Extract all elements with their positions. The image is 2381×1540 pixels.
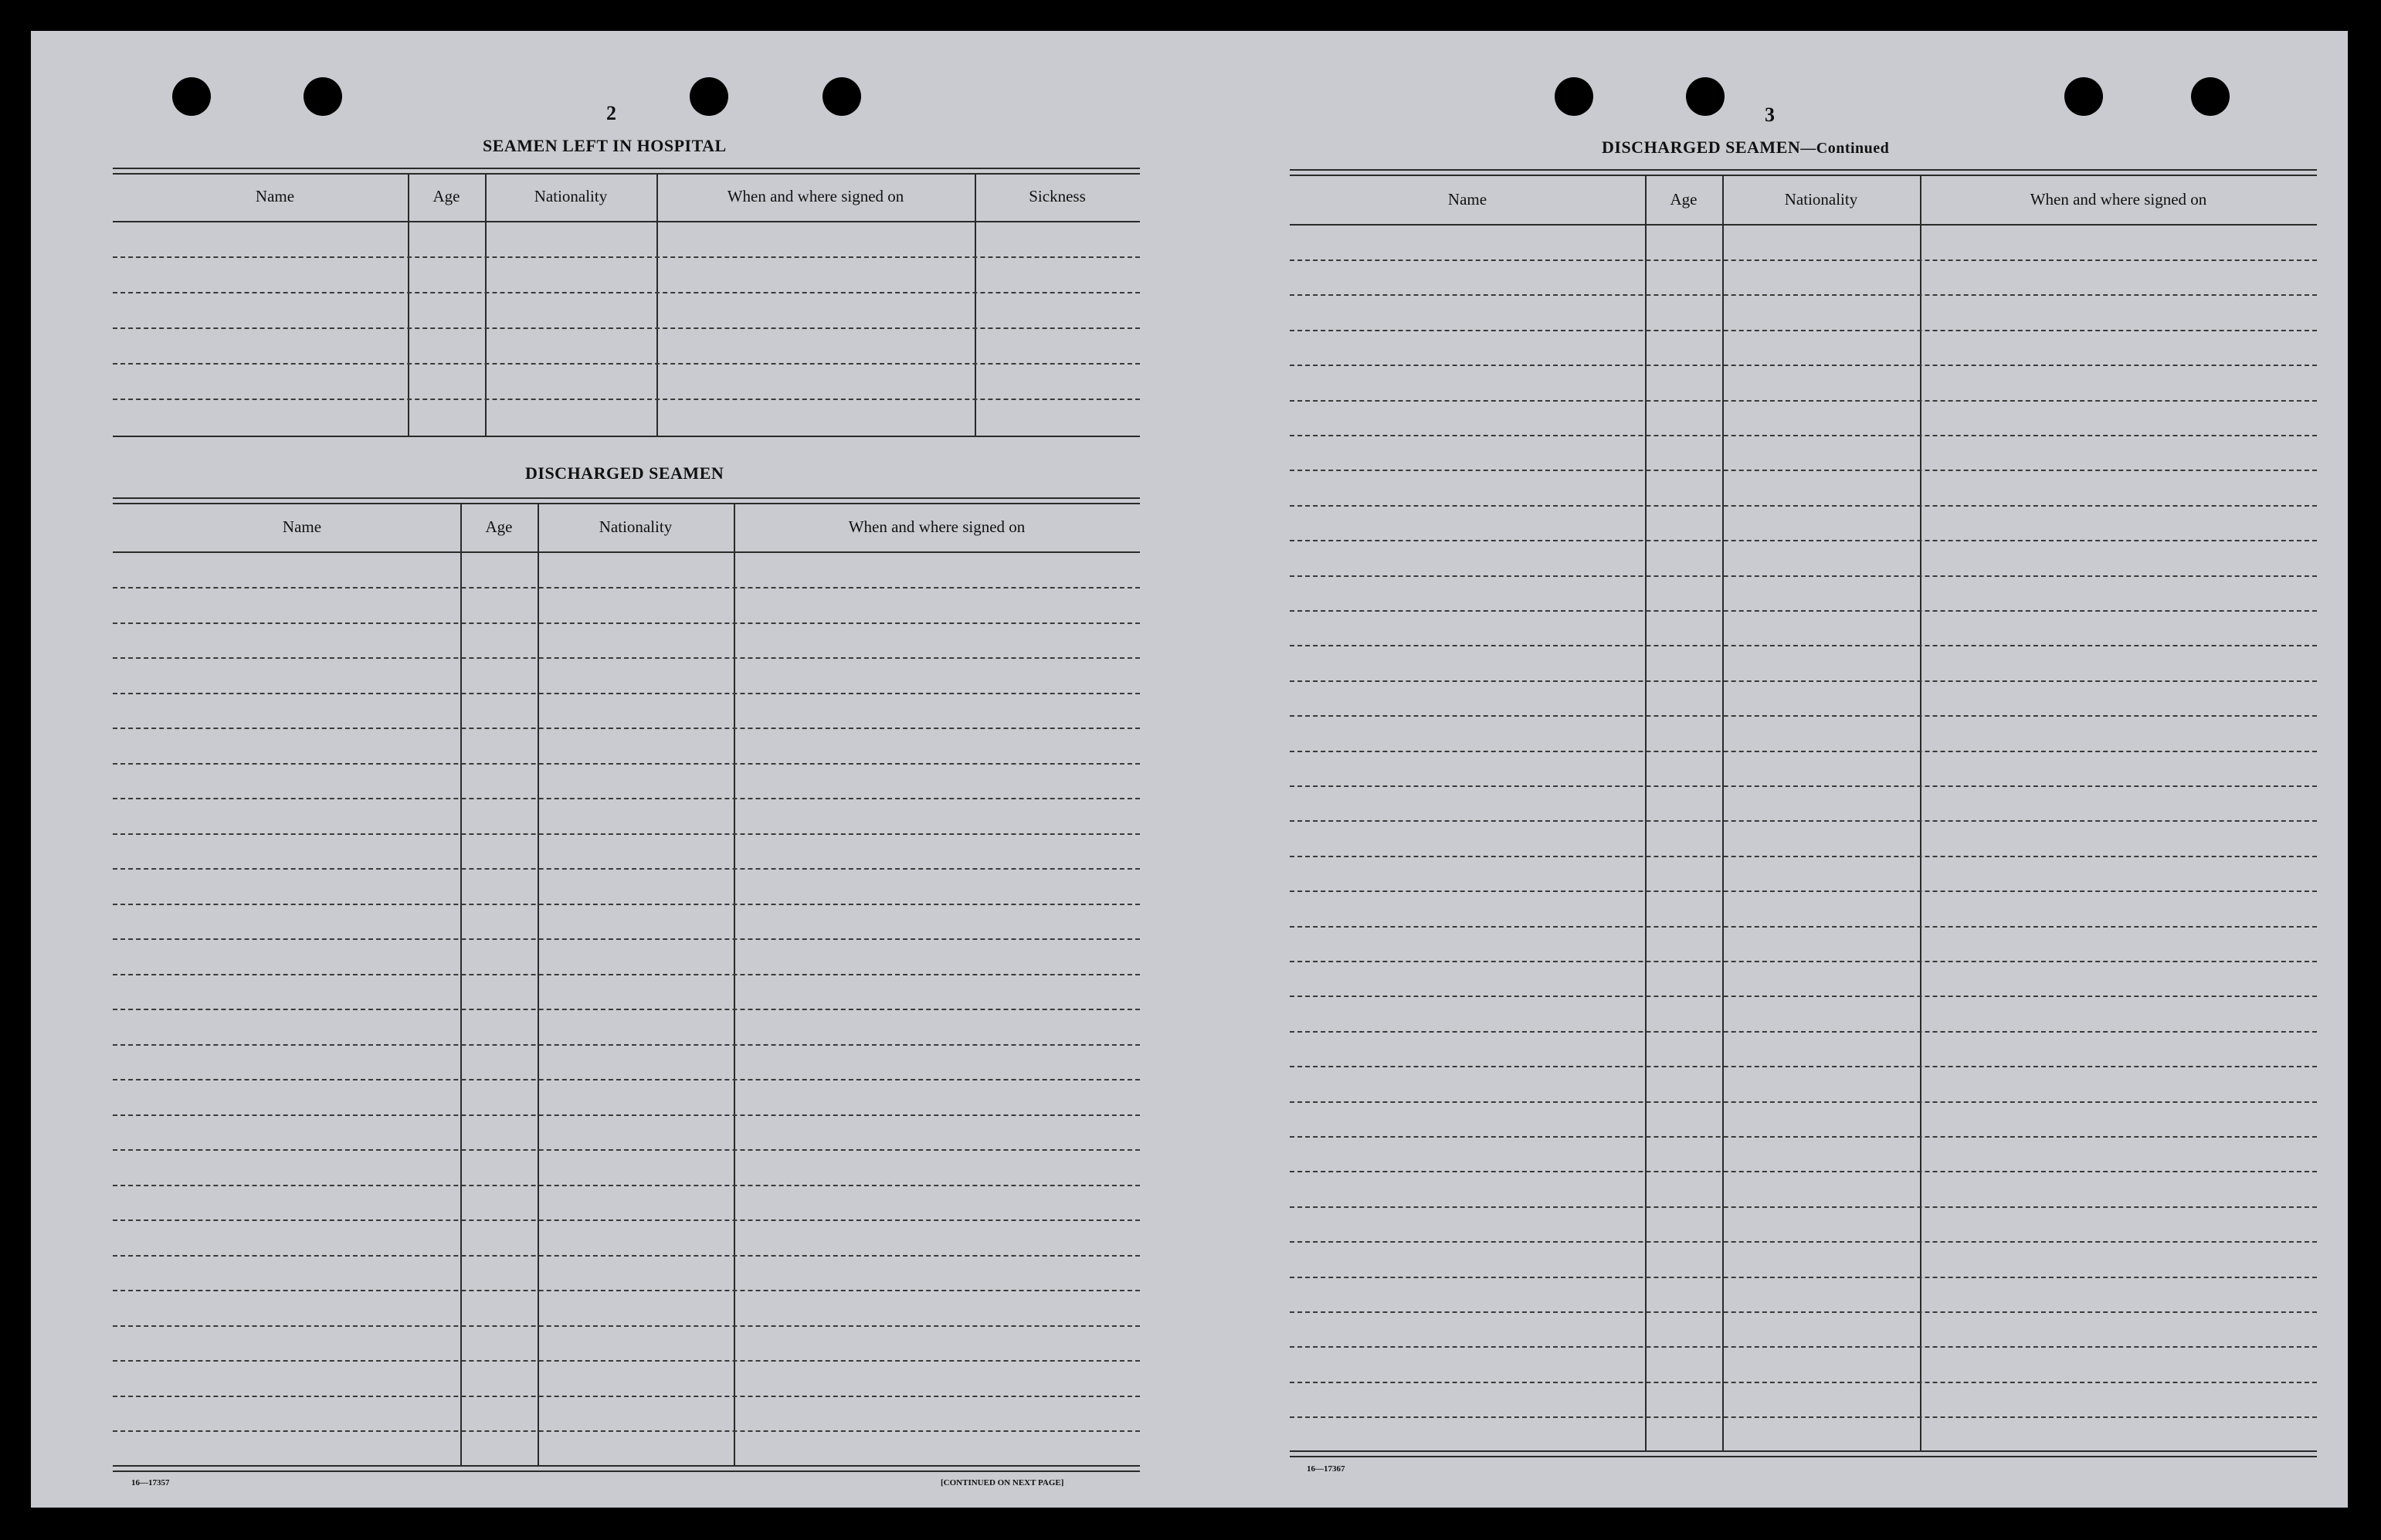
- hospital-section-title: SEAMEN LEFT IN HOSPITAL: [483, 136, 727, 155]
- table-top-rule: [113, 173, 1140, 175]
- punch-hole: [690, 77, 728, 116]
- form-number: 16—17357: [131, 1478, 170, 1487]
- page-number: 3: [1765, 103, 1775, 126]
- punch-hole: [172, 77, 211, 116]
- column-divider: [408, 173, 409, 436]
- entry-line: [113, 622, 1140, 624]
- entry-line: [1290, 1031, 2317, 1033]
- column-header-nationality: Nationality: [534, 187, 608, 205]
- table-bottom-rule: [1290, 1450, 2317, 1452]
- column-header-name: Name: [282, 517, 322, 536]
- entry-line: [113, 327, 1140, 329]
- column-header-sickness: Sickness: [1029, 187, 1086, 205]
- table-bottom-rule: [113, 1465, 1140, 1467]
- page-number: 2: [606, 102, 616, 124]
- entry-line: [113, 1255, 1140, 1257]
- entry-line: [113, 763, 1140, 765]
- entry-line: [1290, 1066, 2317, 1067]
- column-header-name: Name: [1447, 190, 1487, 209]
- entry-line: [1290, 785, 2317, 787]
- form-sheet: [31, 31, 2348, 1508]
- form-number: 16—17367: [1307, 1464, 1345, 1474]
- entry-line: [113, 904, 1140, 905]
- entry-line: [1290, 820, 2317, 822]
- entry-line: [113, 1325, 1140, 1327]
- entry-line: [113, 657, 1140, 659]
- entry-line: [1290, 470, 2317, 471]
- entry-line: [1290, 610, 2317, 612]
- entry-line: [1290, 1277, 2317, 1278]
- entry-line: [1290, 1311, 2317, 1313]
- punch-hole: [1686, 77, 1725, 116]
- entry-line: [113, 1360, 1140, 1362]
- entry-line: [113, 974, 1140, 975]
- discharged-section-title: DISCHARGED SEAMEN: [525, 463, 724, 483]
- entry-line: [113, 399, 1140, 400]
- column-header-name: Name: [255, 187, 295, 205]
- punch-hole: [2191, 77, 2230, 116]
- entry-line: [1290, 1241, 2317, 1243]
- punch-hole: [304, 77, 342, 116]
- title-continued: —Continued: [1800, 140, 1890, 157]
- entry-line: [1290, 680, 2317, 682]
- column-header-signed-on: When and where signed on: [848, 517, 1026, 536]
- punch-hole: [822, 77, 861, 116]
- entry-line: [1290, 1171, 2317, 1172]
- entry-line: [113, 868, 1140, 870]
- entry-line: [113, 1114, 1140, 1116]
- entry-line: [1290, 294, 2317, 296]
- table-top-rule: [1290, 169, 2317, 171]
- entry-line: [1290, 365, 2317, 366]
- column-header-age: Age: [485, 517, 513, 536]
- entry-line: [1290, 435, 2317, 436]
- entry-line: [113, 1430, 1140, 1432]
- table-bottom-rule: [113, 1470, 1140, 1472]
- entry-line: [113, 587, 1140, 589]
- entry-line: [1290, 575, 2317, 577]
- column-divider: [734, 503, 735, 1465]
- entry-line: [1290, 1206, 2317, 1208]
- column-header-signed-on: When and where signed on: [2030, 190, 2207, 209]
- entry-line: [1290, 996, 2317, 997]
- table-top-rule: [113, 503, 1140, 504]
- entry-line: [113, 1044, 1140, 1046]
- entry-line: [113, 833, 1140, 835]
- entry-line: [113, 1185, 1140, 1186]
- entry-line: [1290, 400, 2317, 402]
- entry-line: [1290, 1346, 2317, 1348]
- entry-line: [113, 1079, 1140, 1080]
- entry-line: [1290, 751, 2317, 752]
- column-header-nationality: Nationality: [1784, 190, 1858, 209]
- table-top-rule: [113, 497, 1140, 499]
- entry-line: [1290, 1416, 2317, 1418]
- entry-line: [113, 363, 1140, 365]
- entry-line: [113, 1396, 1140, 1397]
- entry-line: [113, 693, 1140, 694]
- table-top-rule: [1290, 175, 2317, 176]
- table-bottom-rule: [1290, 1456, 2317, 1457]
- entry-line: [1290, 961, 2317, 962]
- entry-line: [1290, 890, 2317, 892]
- punch-hole: [2064, 77, 2103, 116]
- entry-line: [1290, 645, 2317, 646]
- entry-line: [113, 1290, 1140, 1291]
- column-divider: [656, 173, 658, 436]
- entry-line: [113, 728, 1140, 729]
- entry-line: [1290, 330, 2317, 331]
- column-divider: [975, 173, 976, 436]
- entry-line: [113, 1149, 1140, 1151]
- entry-line: [1290, 926, 2317, 928]
- entry-line: [113, 1009, 1140, 1010]
- title-main: DISCHARGED SEAMEN: [1602, 137, 1801, 157]
- table-top-rule: [113, 168, 1140, 169]
- entry-line: [113, 1219, 1140, 1221]
- punch-hole: [1555, 77, 1593, 116]
- table-header-rule: [113, 551, 1140, 553]
- entry-line: [113, 292, 1140, 293]
- table-header-rule: [1290, 224, 2317, 226]
- entry-line: [1290, 505, 2317, 507]
- entry-line: [1290, 1101, 2317, 1103]
- entry-line: [113, 256, 1140, 258]
- entry-line: [1290, 1136, 2317, 1138]
- entry-line: [1290, 715, 2317, 717]
- entry-line: [1290, 540, 2317, 541]
- entry-line: [1290, 259, 2317, 261]
- column-header-nationality: Nationality: [599, 517, 673, 536]
- column-header-signed-on: When and where signed on: [727, 187, 904, 205]
- column-header-age: Age: [1670, 190, 1698, 209]
- column-divider: [460, 503, 462, 1465]
- entry-line: [113, 798, 1140, 799]
- entry-line: [1290, 1382, 2317, 1383]
- table-bottom-rule: [113, 436, 1140, 437]
- entry-line: [113, 938, 1140, 940]
- discharged-continued-title: [1602, 137, 1889, 158]
- column-divider: [485, 173, 487, 436]
- column-header-age: Age: [432, 187, 460, 205]
- table-header-rule: [113, 221, 1140, 222]
- column-divider: [538, 503, 539, 1465]
- continued-note: [CONTINUED ON NEXT PAGE]: [941, 1478, 1064, 1487]
- entry-line: [1290, 856, 2317, 857]
